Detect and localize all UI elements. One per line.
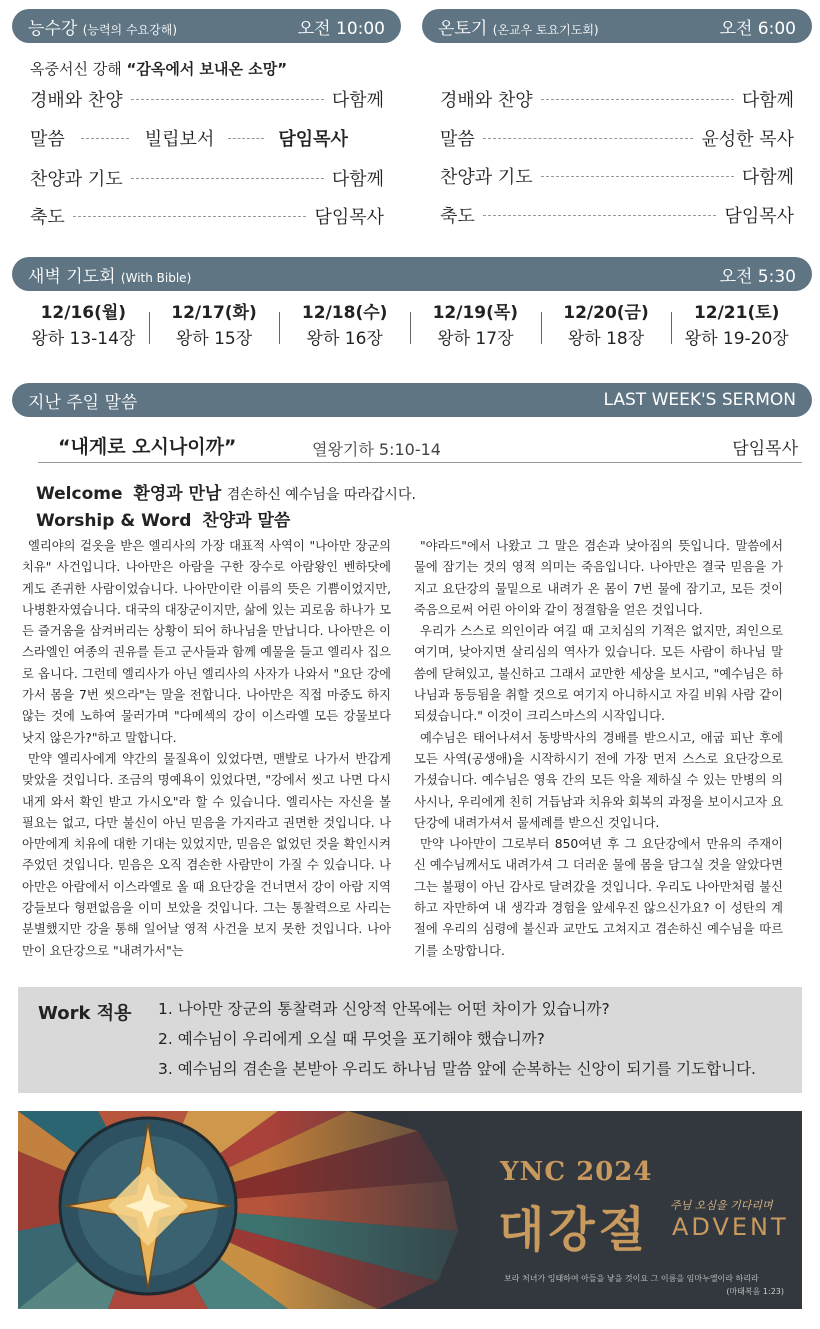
sermon-paragraph: "야라드"에서 나왔고 그 말은 겸손과 낮아짐의 뜻입니다. 말씀에서 물에 잠기는 것의 영적 의미는 죽음입니다. 나아만은 결국 믿음을 가지고 요단강의 물밑으로 내려가 온 몸이 7번 물에 잠기고, 모든 것이 죽음으로써 어린 아이와 같이 정결함을 얻은 것입니다.	[414, 539, 783, 617]
wed-row-value: 다함께	[331, 169, 384, 190]
work-label: Work 적용	[38, 1003, 132, 1024]
divider	[38, 462, 802, 463]
dawn-day-text: 왕하 13-14장	[31, 329, 136, 349]
divider	[81, 138, 129, 139]
dawn-day-date: 12/21(토)	[693, 303, 780, 323]
sat-row-worship	[440, 86, 794, 112]
sermon-header-en: LAST WEEK'S SERMON	[603, 390, 796, 410]
wed-row-label: 축도	[30, 207, 65, 228]
worship-en: Worship & Word	[36, 511, 192, 531]
sat-header	[422, 9, 812, 43]
sermon-title: “내게로 오시나이까”	[58, 436, 237, 458]
sermon-header-title: 지난 주일 말씀	[28, 392, 138, 413]
dawn-day	[410, 300, 541, 352]
dawn-day-date: 12/17(화)	[171, 303, 257, 323]
dawn-day	[149, 300, 280, 352]
sat-row-value: 담임목사	[724, 206, 794, 227]
welcome-en: Welcome	[36, 484, 123, 504]
dawn-schedule	[18, 300, 802, 352]
work-box	[18, 987, 802, 1093]
banner-ko: 대강절	[498, 1202, 650, 1258]
sat-row-label: 찬양과 기도	[440, 167, 533, 188]
dawn-day-text: 왕하 17장	[437, 329, 514, 349]
sermon-left-column	[22, 536, 391, 962]
sat-row-value: 다함께	[741, 90, 794, 111]
dawn-day	[18, 300, 149, 352]
divider	[541, 99, 734, 100]
wed-series-title: “감옥에서 보내온 소망”	[126, 60, 288, 78]
sat-time: 오전 6:00	[719, 18, 796, 39]
dawn-subtitle: (With Bible)	[120, 270, 192, 285]
wed-subtitle: (능력의 수요강해)	[82, 22, 178, 37]
wed-header	[12, 9, 401, 43]
sermon-paragraph: 만약 나아만이 그로부터 850여년 후 그 요단강에서 만유의 주재이신 예수님께서도 내려가셔 그 더러운 물에 몸을 담그실 것을 알았다면 그는 불평이 아닌 감사로 달려갔을 것입니다. 우리도 나아만처럼 불신하고 자만하여 내 생각과 경험을 앞세우진 않으신가요? 이 성탄의 계절에 우리의 심령에 불신과 교만도 고쳐지고 겸손하신 예수님을 따르기를 소망합니다.	[414, 837, 783, 958]
wed-series-label: 옥중서신 강해	[30, 60, 122, 78]
divider	[483, 215, 717, 216]
sat-row-prayer	[440, 163, 794, 189]
worship-line	[36, 506, 290, 531]
divider	[483, 138, 694, 139]
banner-advent: ADVENT	[672, 1213, 789, 1241]
divider	[131, 178, 324, 179]
wed-row-prayer	[30, 165, 384, 191]
dawn-time: 오전 5:30	[719, 266, 796, 287]
wed-row-value: 담임목사	[314, 207, 384, 228]
divider	[541, 176, 734, 177]
dawn-day	[671, 300, 802, 352]
sermon-paragraph: 예수님은 태어나셔서 동방박사의 경배를 받으시고, 애굽 피난 후에 모든 사역(공생애)을 시작하시기 전에 가장 먼저 스스로 요단강으로 가셨습니다. 예수님은 영육 간의 모든 악을 제하실 수 있는 만병의 의사시나, 우리에게 친히 거듭남과 치유와 회복의 과정을 보이시고자 요단강에 내려가셔서 물세례를 받으신 것입니다.	[414, 730, 783, 830]
sermon-paragraph: 우리가 스스로 의인이라 여길 때 고치심의 기적은 없지만, 죄인으로 여기며, 낮아지면 살리심의 역사가 있습니다. 모든 사람이 하나님 말씀에 닫혀있고, 불신하고 그래서 교만한 세상을 보시고, "예수님은 하나님과 동등됨을 취할 것으로 여기지 아니하시고 자길 비워 사람 같이 되셨습니다." 이것이 크리스마스의 시작입니다.	[414, 624, 783, 724]
wed-row-label: 찬양과 기도	[30, 169, 123, 190]
dawn-day-date: 12/18(수)	[301, 303, 388, 323]
sat-row-value: 다함께	[741, 167, 794, 188]
banner-verse: 보라 처녀가 잉태하여 아들을 낳을 것이요 그 이름을 임마누엘이라 하리라	[504, 1274, 759, 1283]
sermon-preacher: 담임목사	[732, 439, 798, 459]
work-item: 3. 예수님의 겸손을 본받아 우리도 하나님 말씀 앞에 순복하는 신앙이 되기를 기도합니다.	[158, 1060, 756, 1078]
wed-row-benediction	[30, 203, 384, 229]
sat-row-label: 경배와 찬양	[440, 90, 533, 111]
wed-time: 오전 10:00	[297, 18, 385, 39]
sermon-header	[12, 383, 812, 417]
dawn-day	[279, 300, 410, 352]
sat-row-label: 말씀	[440, 129, 475, 150]
divider	[131, 99, 324, 100]
dawn-day-date: 12/19(목)	[432, 303, 519, 323]
dawn-day-date: 12/20(금)	[563, 303, 649, 323]
sat-row-word	[440, 125, 794, 151]
dawn-title: 새벽 기도회	[28, 266, 116, 287]
divider	[228, 138, 264, 139]
welcome-line	[36, 479, 416, 504]
dawn-day-text: 왕하 19-20장	[684, 329, 789, 349]
sermon-paragraph: 만약 엘리사에게 약간의 물질욕이 있었다면, 맨발로 나가서 반갑게 맞았을 것입니다. 조금의 명예욕이 있었다면, "강에서 씻고 나면 다시 내게 와서 확인 받고 가시오"라 할 수 있습니다. 엘리사는 자신을 볼 필요는 없고, 다만 불신이 아닌 믿음을 가지라고 권면한 것입니다. 나아만에게 치유에 대한 기대는 있었지만, 믿음은 없었던 것을 확인시켜 주었던 것입니다. 믿음은 오직 겸손한 사람만이 가질 수 있습니다. 나아만은 아람에서 이스라엘로 올 때 요단강을 건너면서 강이 아람 지역 강들보다 형편없음을 이미 보았을 것입니다. 그는 통찰력으로 사리는 분별했지만 강을 통해 일어날 영적 사건을 보지 못한 것입니다. 나아만이 요단강으로 "내려가서"는	[22, 751, 391, 958]
welcome-text: 겸손하신 예수님을 따라갑시다.	[226, 487, 416, 503]
sermon-paragraph: 엘리야의 겉옷을 받은 엘리사의 가장 대표적 사역이 "나아만 장군의 치유" 사건입니다. 나아만은 아람을 구한 장수로 아람왕인 벤하닷에게도 존귀한 사람이었습니다. 나아만이란 이름의 뜻은 기쁨이었지만, 나병환자였습니다. 대국의 대장군이지만, 삶에 있는 괴로움 하나가 모든 즐거움을 삼켜버리는 상황이 되어 하나님을 만납니다. 나아만은 이스라엘인 여종의 권유를 듣고 군사들과 함께 예물을 들고 엘리사 집으로 옵니다. 그런데 엘리사가 아닌 엘리사의 사자가 나와서 "요단 강에 가서 몸을 7번 씻으라"는 말을 전합니다. 나아만은 직접 마중도 하지 않는 것에 노하여 물러가며 "다메섹의 강이 이스라엘 모든 강물보다 낫지 않은가?"하고 말합니다.	[22, 539, 391, 745]
sat-row-benediction	[440, 202, 794, 228]
dawn-day	[541, 300, 672, 352]
wed-row-value: 다함께	[331, 90, 384, 111]
work-item: 2. 예수님이 우리에게 오실 때 무엇을 포기해야 했습니까?	[158, 1030, 545, 1048]
sermon-scripture: 열왕기하 5:10-14	[312, 440, 441, 459]
dawn-day-text: 왕하 16장	[306, 329, 383, 349]
wed-row-label: 경배와 찬양	[30, 90, 123, 111]
sat-row-value: 윤성한 목사	[701, 129, 794, 150]
worship-ko: 찬양과 말씀	[202, 511, 291, 531]
banner-ref: (마태복음 1:23)	[726, 1287, 784, 1296]
wed-row-label: 말씀	[30, 129, 65, 150]
dawn-header	[12, 257, 812, 291]
banner-script: 주님 오심을 기다리며	[670, 1199, 773, 1212]
wed-series	[30, 58, 287, 79]
work-item: 1. 나아만 장군의 통찰력과 신앙적 안목에는 어떤 차이가 있습니까?	[158, 1000, 610, 1018]
dawn-day-text: 왕하 18장	[567, 329, 645, 349]
sermon-right-column	[414, 536, 783, 962]
divider	[73, 216, 307, 217]
wed-row-worship	[30, 86, 384, 112]
welcome-ko: 환영과 만남	[133, 484, 222, 504]
wed-row-word	[30, 125, 384, 151]
sat-title: 온토기	[438, 18, 488, 39]
dawn-day-date: 12/16(월)	[40, 303, 127, 323]
banner-title: YNC 2024	[500, 1157, 653, 1187]
sat-row-label: 축도	[440, 206, 475, 227]
wed-row-value: 담임목사	[278, 129, 348, 150]
advent-banner	[18, 1111, 802, 1309]
sat-subtitle: (온교우 토요기도회)	[492, 22, 599, 37]
wed-title: 능수강	[28, 18, 78, 39]
dawn-day-text: 왕하 15장	[175, 329, 253, 349]
wed-row-mid: 빌립보서	[144, 129, 215, 150]
